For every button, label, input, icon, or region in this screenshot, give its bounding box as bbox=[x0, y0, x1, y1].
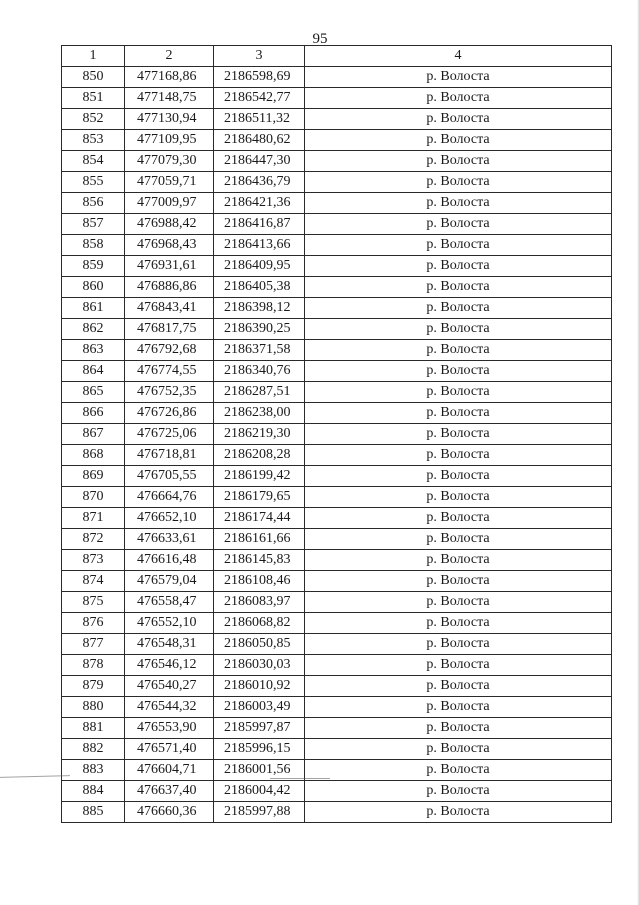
point-number-cell: 876 bbox=[62, 613, 125, 634]
description-cell: р. Волоста bbox=[305, 214, 612, 235]
table-row bbox=[62, 445, 612, 466]
table-row bbox=[62, 298, 612, 319]
table-row bbox=[62, 487, 612, 508]
table-row bbox=[62, 403, 612, 424]
table-row bbox=[62, 193, 612, 214]
y-coordinate-cell: 2186068,82 bbox=[214, 613, 305, 634]
description-cell: р. Волоста bbox=[305, 697, 612, 718]
scan-artifact-line bbox=[0, 775, 70, 778]
description-cell: р. Волоста bbox=[305, 655, 612, 676]
header-cell-description: 4 bbox=[305, 46, 612, 67]
x-coordinate-cell: 476540,27 bbox=[125, 676, 214, 697]
point-number-cell: 861 bbox=[62, 298, 125, 319]
description-cell: р. Волоста bbox=[305, 781, 612, 802]
x-coordinate-cell: 476726,86 bbox=[125, 403, 214, 424]
point-number-cell: 864 bbox=[62, 361, 125, 382]
description-cell: р. Волоста bbox=[305, 67, 612, 88]
point-number-cell: 858 bbox=[62, 235, 125, 256]
x-coordinate-cell: 476817,75 bbox=[125, 319, 214, 340]
point-number-cell: 855 bbox=[62, 172, 125, 193]
description-cell: р. Волоста bbox=[305, 466, 612, 487]
x-coordinate-cell: 476774,55 bbox=[125, 361, 214, 382]
y-coordinate-cell: 2186030,03 bbox=[214, 655, 305, 676]
point-number-cell: 884 bbox=[62, 781, 125, 802]
description-cell: р. Волоста bbox=[305, 193, 612, 214]
y-coordinate-cell: 2186409,95 bbox=[214, 256, 305, 277]
y-coordinate-cell: 2186179,65 bbox=[214, 487, 305, 508]
y-coordinate-cell: 2186421,36 bbox=[214, 193, 305, 214]
y-coordinate-cell: 2186340,76 bbox=[214, 361, 305, 382]
point-number-cell: 869 bbox=[62, 466, 125, 487]
table-header bbox=[62, 46, 612, 67]
table-row bbox=[62, 361, 612, 382]
description-cell: р. Волоста bbox=[305, 613, 612, 634]
table-row bbox=[62, 151, 612, 172]
y-coordinate-cell: 2186447,30 bbox=[214, 151, 305, 172]
x-coordinate-cell: 477148,75 bbox=[125, 88, 214, 109]
description-cell: р. Волоста bbox=[305, 424, 612, 445]
table-row bbox=[62, 592, 612, 613]
y-coordinate-cell: 2186161,66 bbox=[214, 529, 305, 550]
x-coordinate-cell: 476546,12 bbox=[125, 655, 214, 676]
x-coordinate-cell: 476604,71 bbox=[125, 760, 214, 781]
page-number: 95 bbox=[312, 31, 328, 47]
x-coordinate-cell: 477009,97 bbox=[125, 193, 214, 214]
point-number-cell: 870 bbox=[62, 487, 125, 508]
y-coordinate-cell: 2185997,87 bbox=[214, 718, 305, 739]
description-cell: р. Волоста bbox=[305, 592, 612, 613]
point-number-cell: 878 bbox=[62, 655, 125, 676]
x-coordinate-cell: 476633,61 bbox=[125, 529, 214, 550]
description-cell: р. Волоста bbox=[305, 508, 612, 529]
point-number-cell: 883 bbox=[62, 760, 125, 781]
table-row bbox=[62, 67, 612, 88]
table-row bbox=[62, 277, 612, 298]
table-row bbox=[62, 739, 612, 760]
x-coordinate-cell: 477130,94 bbox=[125, 109, 214, 130]
table-row bbox=[62, 781, 612, 802]
table-row bbox=[62, 718, 612, 739]
description-cell: р. Волоста bbox=[305, 487, 612, 508]
y-coordinate-cell: 2186004,42 bbox=[214, 781, 305, 802]
coordinates-table bbox=[61, 45, 612, 823]
x-coordinate-cell: 476705,55 bbox=[125, 466, 214, 487]
point-number-cell: 881 bbox=[62, 718, 125, 739]
y-coordinate-cell: 2186174,44 bbox=[214, 508, 305, 529]
table-row bbox=[62, 88, 612, 109]
point-number-cell: 868 bbox=[62, 445, 125, 466]
table-row bbox=[62, 466, 612, 487]
header-cell-y: 3 bbox=[214, 46, 305, 67]
y-coordinate-cell: 2186003,49 bbox=[214, 697, 305, 718]
table-row bbox=[62, 340, 612, 361]
x-coordinate-cell: 476571,40 bbox=[125, 739, 214, 760]
description-cell: р. Волоста bbox=[305, 760, 612, 781]
header-cell-point-number: 1 bbox=[62, 46, 125, 67]
point-number-cell: 854 bbox=[62, 151, 125, 172]
description-cell: р. Волоста bbox=[305, 634, 612, 655]
point-number-cell: 882 bbox=[62, 739, 125, 760]
description-cell: р. Волоста bbox=[305, 676, 612, 697]
header-row bbox=[62, 46, 612, 67]
point-number-cell: 856 bbox=[62, 193, 125, 214]
y-coordinate-cell: 2186371,58 bbox=[214, 340, 305, 361]
x-coordinate-cell: 476552,10 bbox=[125, 613, 214, 634]
description-cell: р. Волоста bbox=[305, 403, 612, 424]
x-coordinate-cell: 477059,71 bbox=[125, 172, 214, 193]
description-cell: р. Волоста bbox=[305, 571, 612, 592]
x-coordinate-cell: 476886,86 bbox=[125, 277, 214, 298]
table-row bbox=[62, 529, 612, 550]
y-coordinate-cell: 2186416,87 bbox=[214, 214, 305, 235]
header-cell-x: 2 bbox=[125, 46, 214, 67]
x-coordinate-cell: 476558,47 bbox=[125, 592, 214, 613]
description-cell: р. Волоста bbox=[305, 88, 612, 109]
table-row bbox=[62, 571, 612, 592]
description-cell: р. Волоста bbox=[305, 718, 612, 739]
description-cell: р. Волоста bbox=[305, 340, 612, 361]
x-coordinate-cell: 476664,76 bbox=[125, 487, 214, 508]
description-cell: р. Волоста bbox=[305, 256, 612, 277]
description-cell: р. Волоста bbox=[305, 802, 612, 823]
y-coordinate-cell: 2186199,42 bbox=[214, 466, 305, 487]
description-cell: р. Волоста bbox=[305, 361, 612, 382]
x-coordinate-cell: 476637,40 bbox=[125, 781, 214, 802]
y-coordinate-cell: 2186001,56 bbox=[214, 760, 305, 781]
point-number-cell: 862 bbox=[62, 319, 125, 340]
x-coordinate-cell: 476553,90 bbox=[125, 718, 214, 739]
table-row bbox=[62, 676, 612, 697]
x-coordinate-cell: 477168,86 bbox=[125, 67, 214, 88]
y-coordinate-cell: 2186208,28 bbox=[214, 445, 305, 466]
point-number-cell: 879 bbox=[62, 676, 125, 697]
description-cell: р. Волоста bbox=[305, 298, 612, 319]
y-coordinate-cell: 2186010,92 bbox=[214, 676, 305, 697]
point-number-cell: 865 bbox=[62, 382, 125, 403]
y-coordinate-cell: 2186287,51 bbox=[214, 382, 305, 403]
point-number-cell: 863 bbox=[62, 340, 125, 361]
x-coordinate-cell: 476752,35 bbox=[125, 382, 214, 403]
x-coordinate-cell: 476548,31 bbox=[125, 634, 214, 655]
y-coordinate-cell: 2186145,83 bbox=[214, 550, 305, 571]
description-cell: р. Волоста bbox=[305, 172, 612, 193]
x-coordinate-cell: 476652,10 bbox=[125, 508, 214, 529]
y-coordinate-cell: 2186219,30 bbox=[214, 424, 305, 445]
point-number-cell: 866 bbox=[62, 403, 125, 424]
description-cell: р. Волоста bbox=[305, 550, 612, 571]
point-number-cell: 850 bbox=[62, 67, 125, 88]
x-coordinate-cell: 476579,04 bbox=[125, 571, 214, 592]
y-coordinate-cell: 2186238,00 bbox=[214, 403, 305, 424]
point-number-cell: 852 bbox=[62, 109, 125, 130]
x-coordinate-cell: 477079,30 bbox=[125, 151, 214, 172]
point-number-cell: 860 bbox=[62, 277, 125, 298]
y-coordinate-cell: 2186413,66 bbox=[214, 235, 305, 256]
point-number-cell: 859 bbox=[62, 256, 125, 277]
point-number-cell: 857 bbox=[62, 214, 125, 235]
x-coordinate-cell: 477109,95 bbox=[125, 130, 214, 151]
table-row bbox=[62, 172, 612, 193]
table-row bbox=[62, 634, 612, 655]
y-coordinate-cell: 2186480,62 bbox=[214, 130, 305, 151]
x-coordinate-cell: 476792,68 bbox=[125, 340, 214, 361]
table-row bbox=[62, 256, 612, 277]
point-number-cell: 872 bbox=[62, 529, 125, 550]
y-coordinate-cell: 2185996,15 bbox=[214, 739, 305, 760]
x-coordinate-cell: 476843,41 bbox=[125, 298, 214, 319]
table-row bbox=[62, 109, 612, 130]
x-coordinate-cell: 476616,48 bbox=[125, 550, 214, 571]
table-row bbox=[62, 760, 612, 781]
y-coordinate-cell: 2186542,77 bbox=[214, 88, 305, 109]
table-row bbox=[62, 382, 612, 403]
table-row bbox=[62, 655, 612, 676]
description-cell: р. Волоста bbox=[305, 151, 612, 172]
point-number-cell: 880 bbox=[62, 697, 125, 718]
scan-artifact-line bbox=[270, 778, 330, 779]
x-coordinate-cell: 476660,36 bbox=[125, 802, 214, 823]
x-coordinate-cell: 476544,32 bbox=[125, 697, 214, 718]
x-coordinate-cell: 476968,43 bbox=[125, 235, 214, 256]
table-body bbox=[62, 67, 612, 823]
table-row bbox=[62, 235, 612, 256]
table-row bbox=[62, 319, 612, 340]
y-coordinate-cell: 2186050,85 bbox=[214, 634, 305, 655]
y-coordinate-cell: 2186598,69 bbox=[214, 67, 305, 88]
y-coordinate-cell: 2186390,25 bbox=[214, 319, 305, 340]
point-number-cell: 885 bbox=[62, 802, 125, 823]
y-coordinate-cell: 2186108,46 bbox=[214, 571, 305, 592]
description-cell: р. Волоста bbox=[305, 529, 612, 550]
table-row bbox=[62, 130, 612, 151]
description-cell: р. Волоста bbox=[305, 445, 612, 466]
y-coordinate-cell: 2186436,79 bbox=[214, 172, 305, 193]
table-row bbox=[62, 697, 612, 718]
y-coordinate-cell: 2186405,38 bbox=[214, 277, 305, 298]
y-coordinate-cell: 2186083,97 bbox=[214, 592, 305, 613]
table-row bbox=[62, 550, 612, 571]
table-row bbox=[62, 424, 612, 445]
point-number-cell: 873 bbox=[62, 550, 125, 571]
point-number-cell: 867 bbox=[62, 424, 125, 445]
x-coordinate-cell: 476718,81 bbox=[125, 445, 214, 466]
x-coordinate-cell: 476931,61 bbox=[125, 256, 214, 277]
description-cell: р. Волоста bbox=[305, 739, 612, 760]
point-number-cell: 851 bbox=[62, 88, 125, 109]
description-cell: р. Волоста bbox=[305, 319, 612, 340]
description-cell: р. Волоста bbox=[305, 109, 612, 130]
point-number-cell: 874 bbox=[62, 571, 125, 592]
description-cell: р. Волоста bbox=[305, 382, 612, 403]
description-cell: р. Волоста bbox=[305, 130, 612, 151]
y-coordinate-cell: 2185997,88 bbox=[214, 802, 305, 823]
table-row bbox=[62, 613, 612, 634]
point-number-cell: 875 bbox=[62, 592, 125, 613]
table-row bbox=[62, 508, 612, 529]
description-cell: р. Волоста bbox=[305, 235, 612, 256]
x-coordinate-cell: 476725,06 bbox=[125, 424, 214, 445]
x-coordinate-cell: 476988,42 bbox=[125, 214, 214, 235]
y-coordinate-cell: 2186511,32 bbox=[214, 109, 305, 130]
table-row bbox=[62, 802, 612, 823]
description-cell: р. Волоста bbox=[305, 277, 612, 298]
point-number-cell: 871 bbox=[62, 508, 125, 529]
point-number-cell: 853 bbox=[62, 130, 125, 151]
y-coordinate-cell: 2186398,12 bbox=[214, 298, 305, 319]
table-row bbox=[62, 214, 612, 235]
point-number-cell: 877 bbox=[62, 634, 125, 655]
